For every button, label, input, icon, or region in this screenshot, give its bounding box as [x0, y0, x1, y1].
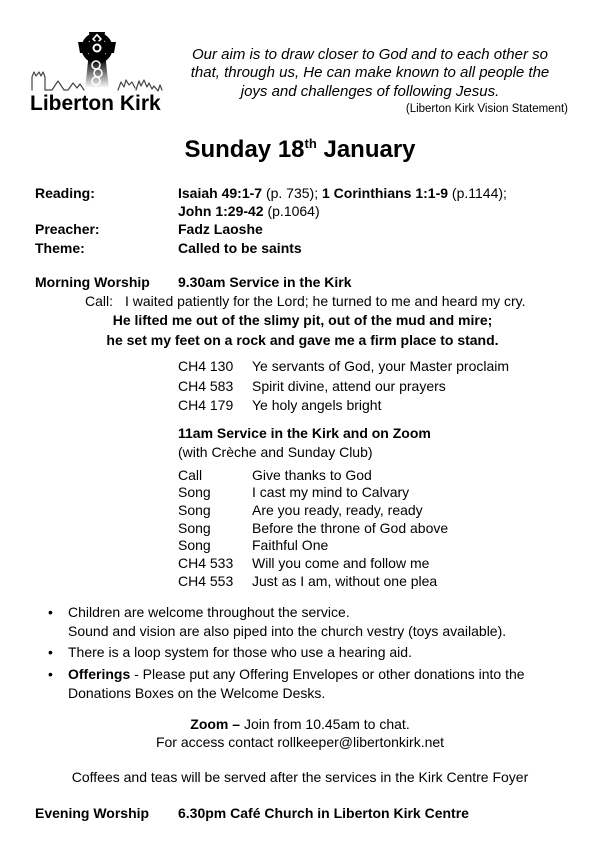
order-row — [178, 484, 572, 502]
second-service-title: 11am Service in the Kirk and on Zoom — [178, 424, 431, 441]
zoom-note-line: Zoom – Join from 10.45am to chat. — [190, 716, 410, 733]
hymn-row — [178, 377, 572, 397]
order-of-service-list — [178, 467, 572, 590]
order-row — [178, 467, 572, 485]
order-label: Song — [178, 484, 211, 501]
title-superscript: th — [304, 136, 317, 151]
order-row — [178, 520, 572, 538]
notice-item — [48, 643, 575, 662]
morning-hymn-list — [178, 357, 572, 416]
zoom-note — [0, 715, 600, 751]
hymn-title: Spirit divine, attend our prayers — [252, 377, 446, 394]
order-title: Just as I am, without one plea — [252, 572, 438, 589]
theme-row — [35, 239, 572, 257]
order-title: Before the throne of God above — [252, 519, 449, 536]
bullet-icon — [48, 643, 68, 662]
page-title — [0, 136, 600, 164]
call-row — [85, 292, 590, 311]
morning-service-title: 9.30am Service in the Kirk — [178, 273, 352, 290]
vision-attribution: (Liberton Kirk Vision Statement) — [405, 102, 568, 115]
logo-artwork — [30, 30, 164, 94]
vision-statement: Our aim is to draw closer to God and to each other so that, through us, He can make known to all people the joys and challenges of following Jesus. — [190, 46, 550, 100]
second-service-subtitle: (with Crèche and Sunday Club) — [178, 443, 373, 460]
bullet-icon — [48, 603, 68, 640]
celtic-cross-icon — [78, 32, 116, 88]
order-label: Song — [178, 502, 211, 519]
bullet-icon — [48, 665, 68, 702]
title-suffix: January — [316, 136, 416, 163]
theme-label: Theme: — [35, 239, 85, 256]
hymn-title: Ye servants of God, your Master proclaim — [252, 358, 510, 374]
theme-value: Called to be saints — [178, 239, 302, 256]
evening-worship-section — [35, 804, 572, 823]
call-emphasis-line-2: he set my feet on a rock and gave me a firm place to stand. — [106, 331, 499, 348]
call-text: I waited patiently for the Lord; he turned to me and heard my cry. — [125, 293, 526, 310]
page-header — [0, 0, 600, 116]
notice-text: There is a loop system for those who use a hearing aid. — [68, 644, 412, 661]
hymn-row — [178, 396, 572, 416]
preacher-label: Preacher: — [35, 221, 100, 238]
notices-list — [48, 603, 575, 702]
second-service-section — [178, 424, 572, 590]
notice-item — [48, 665, 575, 702]
morning-worship-heading — [35, 273, 572, 292]
order-label: CH4 553 — [178, 572, 234, 589]
order-row — [178, 573, 572, 591]
notice-text: Offerings - Please put any Offering Envelopes or other donations into the Donations Boxes on the Welcome Desks. — [68, 666, 525, 701]
reading-value: Isaiah 49:1-7 (p. 735); 1 Corinthians 1:1-9 (p.1144); John 1:29-42 (p.1064) — [178, 185, 507, 220]
order-label: Song — [178, 519, 211, 536]
preacher-row — [35, 220, 572, 238]
notice-item — [48, 603, 575, 640]
call-label: Call: — [85, 293, 114, 310]
title-prefix: Sunday 18 — [184, 136, 305, 163]
order-label: CH4 533 — [178, 554, 234, 571]
morning-worship-label: Morning Worship — [35, 273, 150, 290]
vision-statement-block — [164, 30, 572, 115]
logo-wordmark: Liberton Kirk — [30, 92, 161, 115]
zoom-contact-line: For access contact rollkeeper@libertonkirk.net — [155, 734, 445, 751]
order-title: Faithful One — [252, 537, 329, 554]
order-label: Call — [178, 466, 203, 483]
preacher-value: Fadz Laoshe — [178, 221, 263, 238]
liberton-kirk-logo — [30, 30, 164, 116]
order-title: Give thanks to God — [252, 466, 372, 483]
hymn-row — [178, 357, 572, 377]
reading-row — [35, 184, 572, 220]
order-row — [178, 502, 572, 520]
morning-worship-section — [0, 273, 600, 416]
evening-worship-label: Evening Worship — [35, 804, 150, 821]
hymn-ref: CH4 130 — [178, 358, 234, 374]
hymn-title: Ye holy angels bright — [252, 397, 382, 414]
service-info — [35, 184, 572, 257]
order-row — [178, 537, 572, 555]
order-row — [178, 555, 572, 573]
order-title: Are you ready, ready, ready — [252, 502, 423, 519]
hymn-ref: CH4 583 — [178, 377, 234, 394]
order-label: Song — [178, 537, 211, 554]
call-emphasis-line-1: He lifted me out of the slimy pit, out of the mud and mire; — [112, 312, 493, 329]
order-title: Will you come and follow me — [252, 554, 430, 571]
notice-text: Children are welcome throughout the service. Sound and vision are also piped into the church vestry (toys available). — [68, 604, 507, 639]
order-title: I cast my mind to Calvary — [252, 484, 410, 501]
refreshments-note: Coffees and teas will be served after the services in the Kirk Centre Foyer — [71, 768, 529, 785]
evening-service-title: 6.30pm Café Church in Liberton Kirk Centre — [178, 804, 469, 821]
hymn-ref: CH4 179 — [178, 397, 234, 414]
reading-label: Reading: — [35, 185, 95, 201]
